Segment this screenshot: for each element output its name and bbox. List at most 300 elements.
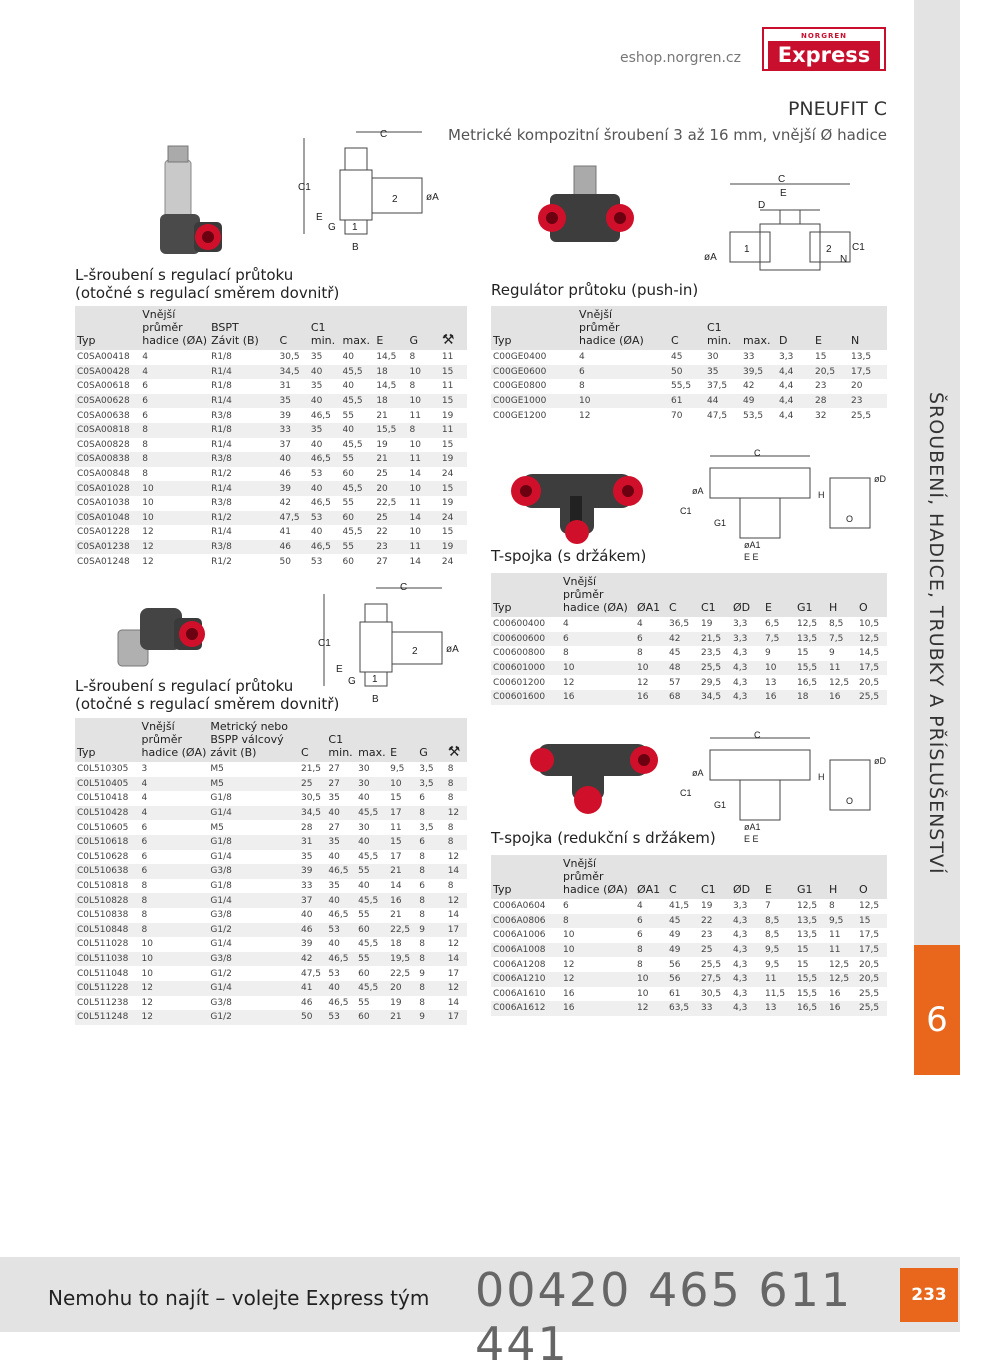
- reg-dim-c: C: [778, 174, 786, 185]
- table-cell: 14: [446, 952, 467, 967]
- table-cell: C00601200: [493, 677, 546, 688]
- table-cell: 6: [635, 632, 667, 647]
- table-cell: 6: [419, 881, 426, 892]
- table-cell: 33: [743, 352, 755, 363]
- table-cell: C0SA00628: [75, 394, 140, 409]
- table-cell: 45: [671, 352, 683, 363]
- table-cell: 17,5: [857, 943, 887, 958]
- table-row: [491, 350, 887, 365]
- column-header: C1: [699, 573, 731, 617]
- table-cell: 11: [409, 498, 421, 509]
- table-cell: 12,5: [859, 901, 880, 912]
- table-cell: 61: [669, 988, 681, 999]
- page-number: 233: [900, 1268, 958, 1322]
- table-cell: C0L510428: [75, 806, 140, 821]
- table-cell: C0SA00638: [77, 410, 130, 421]
- table-cell: 8: [447, 822, 454, 833]
- table-cell: 8: [142, 469, 148, 480]
- table-cell: 19: [440, 540, 467, 555]
- dim-b: B: [352, 242, 359, 253]
- table-cell: C00600600: [491, 632, 561, 647]
- table-cell: 15: [388, 835, 417, 850]
- table-cell: 4,3: [733, 959, 748, 970]
- table-cell: 23: [374, 540, 407, 555]
- table-cell: 18: [374, 365, 407, 380]
- table-cell: 46: [278, 540, 309, 555]
- table-row: [75, 893, 467, 908]
- table-cell: 10: [561, 661, 635, 676]
- table-cell: 8: [417, 864, 445, 879]
- table-cell: 10: [141, 939, 153, 950]
- table-cell: G1/8: [208, 835, 299, 850]
- column-header: O: [857, 855, 887, 899]
- table-cell: 4,3: [733, 930, 748, 941]
- table-cell: 39: [278, 481, 309, 496]
- flow-regulator-diagram: [700, 170, 865, 280]
- table-row: [75, 379, 467, 394]
- sidebar-category-text: ŠROUBENÍ, HADICE, TRUBKY A PŘÍSLUŠENSTVÍ: [925, 392, 947, 875]
- column-header: D: [777, 306, 813, 350]
- table-cell: 18: [795, 690, 827, 705]
- table-cell: 33: [300, 881, 313, 892]
- table-cell: 10,5: [859, 619, 880, 630]
- table-row: [491, 632, 887, 647]
- table-cell: C0SA00828: [77, 439, 130, 450]
- table-cell: 15: [797, 648, 809, 659]
- table-row: [491, 646, 887, 661]
- table-cell: 56: [669, 959, 681, 970]
- t-fitting-photo: [508, 440, 648, 545]
- table-cell: 21: [388, 1010, 417, 1025]
- table-cell: 31: [279, 381, 291, 392]
- table-cell: 35: [278, 394, 309, 409]
- table-row: [491, 943, 887, 958]
- table-cell: 30: [356, 777, 388, 792]
- table-reducing-t-fitting: [491, 855, 887, 1016]
- table-cell: 33: [699, 1001, 731, 1016]
- table-cell: 10: [563, 930, 575, 941]
- table-cell: R3/8: [211, 498, 232, 509]
- l-fitting-photo-1: [138, 140, 238, 270]
- table-cell: 40: [278, 452, 309, 467]
- table-cell: 39,5: [741, 365, 777, 380]
- table-cell: 15,5: [795, 972, 827, 987]
- table-row: [491, 690, 887, 705]
- table-cell: C00600400: [493, 619, 546, 630]
- table-cell: C0L511028: [77, 939, 129, 950]
- table-cell: 4,3: [731, 1001, 763, 1016]
- table-cell: 8: [447, 764, 454, 775]
- table-cell: 35: [310, 381, 323, 392]
- table-cell: 11: [407, 540, 439, 555]
- table-cell: 22: [376, 527, 388, 538]
- table-cell: 10: [140, 952, 209, 967]
- table-row: [75, 467, 467, 482]
- table-cell: 20: [851, 381, 863, 392]
- table-cell: 40: [300, 910, 313, 921]
- rt-dim-o: O: [846, 796, 854, 806]
- table-cell: 34,5: [278, 365, 309, 380]
- table-cell: 60: [342, 469, 354, 480]
- table-row: [75, 481, 467, 496]
- table-cell: G1/4: [208, 806, 299, 821]
- table-cell: 22,5: [390, 968, 411, 979]
- table-cell: 8: [419, 910, 426, 921]
- table-cell: 6: [142, 381, 148, 392]
- chapter-tab[interactable]: 6: [914, 945, 960, 1075]
- port-2: 2: [392, 194, 398, 205]
- table-header-row: [491, 855, 887, 899]
- table-cell: 25,5: [699, 661, 731, 676]
- table-row: [75, 525, 467, 540]
- dim-e-2: E: [336, 664, 343, 675]
- table-cell: 9,5: [765, 959, 780, 970]
- table-cell: 12,5: [829, 677, 850, 688]
- column-header: E: [374, 306, 407, 350]
- table-cell: 4: [140, 806, 209, 821]
- table-cell: 19: [441, 410, 454, 421]
- table-cell: 8: [447, 881, 454, 892]
- table-cell: 41: [279, 527, 291, 538]
- table-cell: C00GE0800: [493, 381, 547, 392]
- table-cell: 15: [440, 394, 467, 409]
- column-header: Typ: [75, 306, 140, 350]
- logo-norgren-text: NORGREN: [801, 32, 847, 40]
- table-cell: 45,5: [356, 981, 388, 996]
- table-cell: C0L511248: [75, 1010, 140, 1025]
- table-cell: 12: [563, 677, 575, 688]
- column-header: H: [827, 573, 857, 617]
- table-cell: 42: [279, 498, 291, 509]
- table-cell: 47,5: [707, 410, 728, 421]
- column-header: Vnější průměr hadice (ØA): [577, 306, 669, 350]
- table-cell: 20,5: [857, 972, 887, 987]
- table-cell: 12,5: [797, 901, 818, 912]
- table-cell: 31: [299, 835, 326, 850]
- table-row: [75, 952, 467, 967]
- table-cell: 21: [376, 410, 388, 421]
- column-header: C: [669, 306, 705, 350]
- table-header-row: [75, 718, 467, 762]
- table-cell: C006A1610: [493, 988, 546, 999]
- table-cell: 11: [409, 410, 421, 421]
- table-cell: 41: [299, 981, 326, 996]
- table-cell: 13: [763, 1001, 795, 1016]
- product-brand: PNEUFIT C: [787, 98, 887, 120]
- table-cell: C0SA00838: [75, 452, 140, 467]
- table-cell: 10: [140, 511, 209, 526]
- table-cell: 39: [300, 939, 313, 950]
- table-cell: 10: [409, 439, 421, 450]
- table-cell: 6: [140, 835, 209, 850]
- column-header: E: [763, 573, 795, 617]
- footer-phone[interactable]: 00420 465 611 441: [475, 1263, 853, 1371]
- norgren-express-logo: [762, 27, 886, 71]
- table-cell: C0L510405: [75, 777, 140, 792]
- t-dim-oa1: øA1: [744, 540, 761, 550]
- table-cell: 35: [300, 851, 313, 862]
- table-cell: 8,5: [765, 930, 780, 941]
- table-cell: 27: [328, 822, 340, 833]
- t-dim-o: O: [846, 514, 854, 524]
- column-header: C: [299, 718, 326, 762]
- table-cell: G1/2: [208, 923, 299, 938]
- table-header-row: [75, 306, 467, 350]
- table-cell: 40: [326, 893, 356, 908]
- table-cell: 8: [635, 943, 667, 958]
- section-2-title: [75, 677, 339, 713]
- reg-dim-e: E: [780, 188, 787, 199]
- table-cell: 4: [637, 619, 643, 630]
- table-cell: C0L511228: [75, 981, 140, 996]
- table-row: [75, 966, 467, 981]
- table-cell: R1/2: [209, 511, 277, 526]
- table-cell: 11: [763, 972, 795, 987]
- table-cell: 49: [669, 930, 681, 941]
- table-l-fitting-metric: [75, 718, 467, 1025]
- table-cell: 40: [328, 851, 340, 862]
- table-row: [75, 350, 467, 365]
- rt-dim-c: C: [754, 730, 761, 740]
- column-header: C: [667, 855, 699, 899]
- table-cell: 8: [140, 423, 209, 438]
- table-cell: 10: [140, 481, 209, 496]
- table-cell: R3/8: [209, 540, 277, 555]
- table-cell: 25,5: [701, 959, 722, 970]
- product-subtitle: Metrické kompozitní šroubení 3 až 16 mm, vnější Ø hadice: [447, 126, 887, 144]
- column-header: Vnější průměr hadice (ØA): [561, 573, 635, 617]
- table-cell: 15,5: [795, 661, 827, 676]
- table-cell: 15: [857, 914, 887, 929]
- table-cell: G3/8: [208, 864, 299, 879]
- table-cell: 12,5: [827, 972, 857, 987]
- dim-c1-2: C1: [318, 638, 331, 649]
- table-cell: 11: [441, 381, 454, 392]
- reg-dim-n: N: [840, 254, 848, 265]
- table-row: [75, 850, 467, 865]
- table-cell: C00GE0600: [491, 365, 577, 380]
- column-header: Vnější průměr hadice (ØA): [561, 855, 635, 899]
- table-cell: C006A1210: [491, 972, 561, 987]
- table-cell: 8: [579, 381, 585, 392]
- table-cell: C0L510418: [77, 793, 129, 804]
- column-header: Vnější průměr hadice (ØA): [140, 306, 209, 350]
- table-cell: R1/4: [209, 365, 277, 380]
- table-row: [491, 394, 887, 409]
- table-cell: 15: [797, 959, 809, 970]
- table-cell: R1/2: [211, 556, 232, 567]
- table-row: [491, 957, 887, 972]
- table-cell: 17: [388, 806, 417, 821]
- table-cell: 14: [409, 556, 421, 567]
- table-cell: 55: [341, 540, 375, 555]
- column-header: C1 min.: [309, 306, 341, 350]
- table-cell: C0L510638: [75, 864, 140, 879]
- table-cell: 46,5: [309, 540, 341, 555]
- table-cell: 6: [563, 901, 569, 912]
- table-cell: 4,4: [779, 381, 794, 392]
- table-cell: 45,5: [356, 806, 388, 821]
- table-cell: 15: [815, 352, 827, 363]
- table-cell: 6: [417, 835, 445, 850]
- section-1-title-line1: L-šroubení s regulací průtoku: [75, 266, 294, 284]
- table-cell: 15: [390, 793, 402, 804]
- column-header: ØA1: [635, 573, 667, 617]
- dim-g-2: G: [348, 676, 356, 687]
- eshop-link[interactable]: eshop.norgren.cz: [620, 50, 741, 66]
- table-cell: 49: [741, 394, 777, 409]
- table-cell: 6: [637, 930, 643, 941]
- table-cell: C0L510838: [77, 910, 129, 921]
- table-cell: G1/4: [210, 939, 232, 950]
- rt-dim-oa1: øA1: [744, 822, 761, 832]
- table-row: [75, 423, 467, 438]
- table-cell: 19,5: [388, 952, 417, 967]
- rt-dim-e: E E: [744, 834, 759, 844]
- table-cell: 11: [829, 930, 841, 941]
- table-row: [75, 365, 467, 380]
- table-cell: 46: [300, 997, 313, 1008]
- table-cell: 30,5: [279, 352, 300, 363]
- dim-b-2: B: [372, 694, 379, 705]
- reg-dim-oa: øA: [704, 252, 717, 263]
- table-cell: 12: [446, 806, 467, 821]
- table-cell: 40: [342, 352, 354, 363]
- table-cell: G1/8: [210, 793, 232, 804]
- table-cell: 23: [815, 381, 827, 392]
- table-cell: 45,5: [358, 851, 379, 862]
- table-row: [75, 937, 467, 952]
- table-row: [75, 996, 467, 1011]
- table-row: [75, 394, 467, 409]
- table-cell: 37: [279, 439, 291, 450]
- column-header: Typ: [491, 306, 577, 350]
- table-cell: 4,3: [731, 943, 763, 958]
- table-row: [491, 617, 887, 632]
- table-cell: 27: [326, 777, 356, 792]
- table-cell: 10: [635, 972, 667, 987]
- table-cell: 12: [447, 939, 460, 950]
- table-cell: 8: [417, 952, 445, 967]
- table-cell: 8: [419, 851, 426, 862]
- logo-express-text: Express: [768, 41, 880, 69]
- table-cell: 21,5: [300, 764, 322, 775]
- table-cell: 8: [419, 939, 426, 950]
- table-cell: 11: [390, 822, 402, 833]
- table-cell: 46,5: [309, 452, 341, 467]
- table-cell: 16: [388, 893, 417, 908]
- table-cell: 17,5: [849, 365, 887, 380]
- column-header: Metrický nebo BSPP válcový závit (B): [208, 718, 299, 762]
- table-cell: 20,5: [859, 959, 880, 970]
- section-2-title-line1: L-šroubení s regulací průtoku: [75, 677, 294, 695]
- table-cell: 14: [447, 997, 460, 1008]
- table-cell: C0SA00818: [75, 423, 140, 438]
- table-cell: 11: [407, 452, 439, 467]
- table-cell: 47,5: [278, 511, 309, 526]
- table-cell: 6: [577, 365, 669, 380]
- section-2-title-line2: (otočné s regulací směrem dovnitř): [75, 695, 340, 713]
- table-cell: 16,5: [797, 677, 818, 688]
- table-cell: 4,4: [779, 410, 794, 421]
- column-header: Typ: [75, 718, 140, 762]
- table-row: [75, 511, 467, 526]
- table-row: [491, 379, 887, 394]
- table-cell: 4,3: [731, 661, 763, 676]
- table-cell: 4: [140, 365, 209, 380]
- table-cell: R1/4: [209, 394, 277, 409]
- table-cell: 21: [388, 864, 417, 879]
- table-cell: 35: [328, 793, 340, 804]
- table-cell: C0SA01048: [75, 511, 140, 526]
- table-cell: 40: [328, 939, 340, 950]
- table-cell: 9: [417, 923, 445, 938]
- t-dim-od: øD: [874, 474, 886, 484]
- table-cell: 16: [827, 690, 857, 705]
- table-row: [491, 1001, 887, 1016]
- table-cell: 19: [376, 439, 388, 450]
- table-cell: 14,5: [376, 352, 397, 363]
- table-cell: 14: [407, 511, 439, 526]
- reducing-t-fitting-photo: [528, 720, 658, 820]
- table-row: [75, 452, 467, 467]
- column-header: O: [857, 573, 887, 617]
- table-cell: 60: [358, 968, 370, 979]
- table-cell: 30: [358, 822, 370, 833]
- table-cell: 35: [309, 423, 341, 438]
- table-cell: 35: [310, 352, 323, 363]
- table-cell: 46,5: [310, 410, 331, 421]
- table-cell: C0SA01238: [75, 540, 140, 555]
- table-cell: 45,5: [342, 439, 363, 450]
- table-row: [491, 928, 887, 943]
- table-cell: C006A1008: [491, 943, 561, 958]
- table-cell: G1/2: [210, 968, 232, 979]
- table-cell: 12: [447, 851, 460, 862]
- table-cell: 45,5: [342, 527, 363, 538]
- table-cell: G3/8: [210, 997, 232, 1008]
- t-dim-g1: G1: [714, 518, 727, 528]
- section-1-title: [75, 266, 339, 302]
- table-row: [491, 365, 887, 380]
- dim-c: C: [380, 129, 388, 140]
- table-cell: R1/4: [209, 481, 277, 496]
- table-l-fitting-bspt: [75, 306, 467, 569]
- table-cell: 6,5: [765, 619, 780, 630]
- table-row: [491, 675, 887, 690]
- table-cell: 50: [279, 556, 291, 567]
- table-cell: R3/8: [209, 452, 277, 467]
- table-cell: 37: [299, 893, 326, 908]
- table-cell: 6: [141, 822, 148, 833]
- table-cell: 47,5: [300, 968, 322, 979]
- table-cell: 39: [279, 410, 291, 421]
- table-cell: 8: [637, 648, 643, 659]
- table-cell: 50: [299, 1010, 326, 1025]
- table-cell: 14,5: [859, 648, 880, 659]
- table-cell: 4,4: [777, 394, 813, 409]
- column-header: G1: [795, 855, 827, 899]
- table-cell: R1/8: [209, 423, 277, 438]
- table-cell: 9,5: [827, 914, 857, 929]
- dim-c1: C1: [298, 182, 311, 193]
- table-cell: 13,5: [795, 914, 827, 929]
- table-cell: 24: [441, 556, 454, 567]
- table-cell: 23,5: [701, 648, 722, 659]
- table-cell: C0L510618: [75, 835, 140, 850]
- table-cell: 22,5: [376, 498, 397, 509]
- dim-oa: øA: [426, 192, 439, 203]
